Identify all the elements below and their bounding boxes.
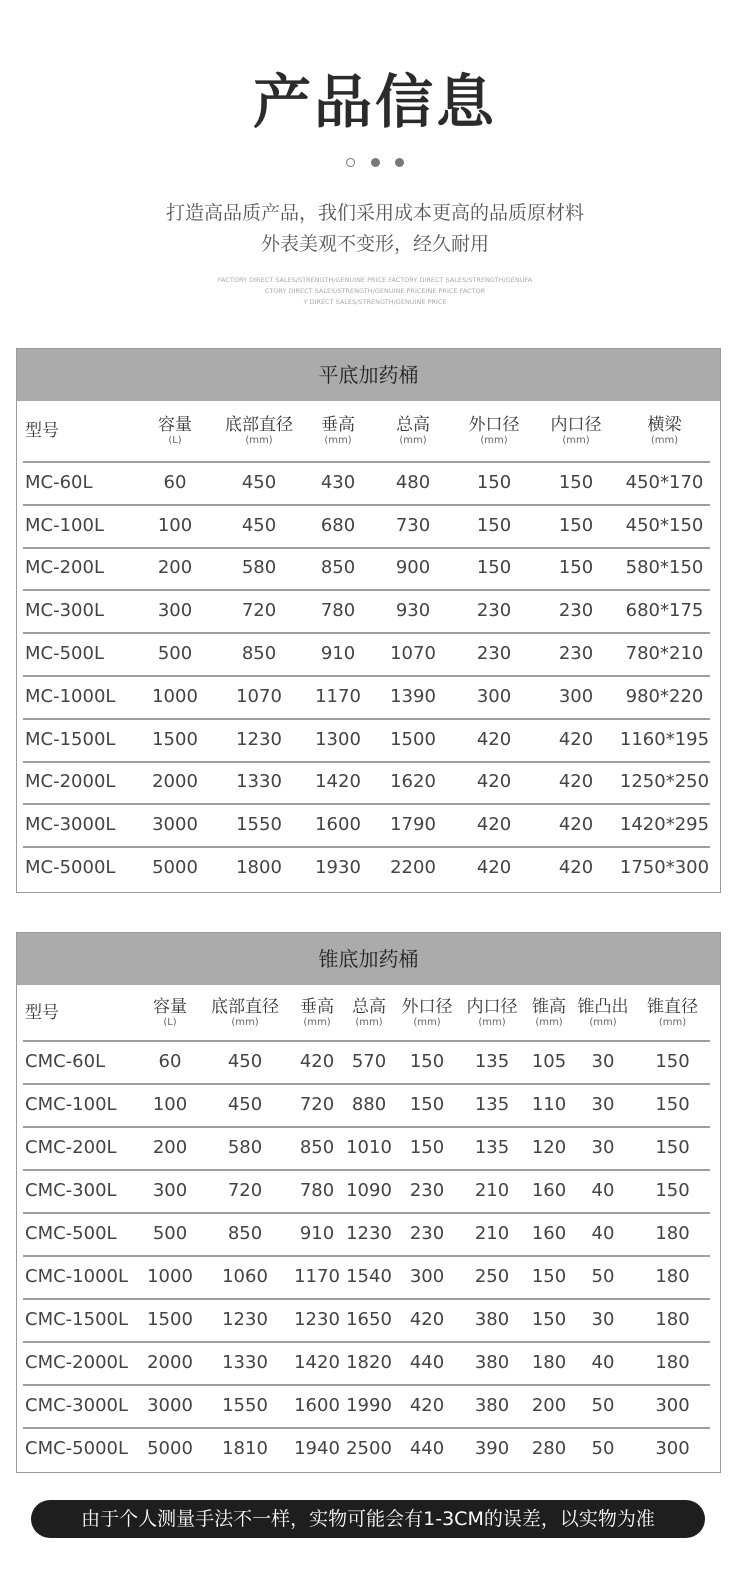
- column-header: [291, 985, 343, 1040]
- value-cell: 1300: [315, 728, 361, 750]
- value-cell: 2000: [147, 1352, 193, 1373]
- table-row: [23, 547, 710, 592]
- value-cell: 1550: [236, 814, 282, 836]
- value-cell: 100: [152, 1094, 188, 1115]
- value-cell: 420: [558, 771, 594, 793]
- value-cell: 1330: [222, 1352, 268, 1373]
- value-cell: 1540: [346, 1266, 392, 1287]
- value-cell: 580: [227, 1137, 263, 1158]
- value-cell: 1600: [315, 814, 361, 836]
- value-cell: 730: [395, 514, 431, 536]
- value-cell: 135: [474, 1094, 510, 1115]
- model-cell: MC-3000L: [25, 814, 116, 836]
- value-cell: 150: [655, 1094, 690, 1115]
- model-cell: MC-100L: [25, 514, 104, 536]
- value-cell: 850: [299, 1137, 335, 1158]
- value-cell: 1000: [152, 685, 198, 707]
- value-cell: 40: [591, 1180, 615, 1201]
- column-header: [535, 401, 617, 461]
- value-cell: 210: [474, 1223, 510, 1244]
- value-cell: 1550: [222, 1395, 268, 1416]
- value-cell: 380: [474, 1352, 510, 1373]
- value-cell: 150: [655, 1051, 690, 1072]
- column-header-label: 型号: [25, 1002, 59, 1023]
- fine-print-line-1: FACTORY DIRECT SALES/STRENGTH/GENUINE PRICE FACTORY DIRECT SALES/STRENGTH/GENUFA: [217, 276, 533, 284]
- column-header: [453, 401, 535, 461]
- model-cell: CMC-3000L: [25, 1395, 128, 1416]
- column-header: [617, 401, 712, 461]
- value-cell: 390: [474, 1438, 510, 1459]
- value-cell: 3000: [147, 1395, 193, 1416]
- value-cell: 1990: [346, 1395, 392, 1416]
- value-cell: 1070: [236, 685, 282, 707]
- value-cell: 420: [476, 728, 512, 750]
- value-cell: 1070: [390, 643, 436, 665]
- value-cell: 40: [591, 1352, 615, 1373]
- table-row: [23, 1083, 710, 1128]
- value-cell: 30: [591, 1094, 615, 1115]
- column-header-unit: (mm): [245, 435, 273, 446]
- value-cell: 150: [409, 1051, 445, 1072]
- column-header-unit: (mm): [589, 1016, 617, 1028]
- value-cell: 280: [531, 1438, 567, 1459]
- value-cell: 380: [474, 1309, 510, 1330]
- column-header-label: 型号: [25, 421, 59, 441]
- value-cell: 60: [158, 1051, 182, 1072]
- column-header-unit: (mm): [303, 1016, 331, 1028]
- value-cell: 1820: [346, 1352, 392, 1373]
- value-cell: 430: [320, 471, 356, 493]
- value-cell: 910: [320, 643, 356, 665]
- value-cell: 1160*195: [619, 728, 710, 750]
- value-cell: 1090: [346, 1180, 392, 1201]
- value-cell: 1500: [147, 1309, 193, 1330]
- value-cell: 1330: [236, 771, 282, 793]
- value-cell: 580*150: [625, 557, 704, 579]
- column-header-unit: (L): [163, 1016, 177, 1028]
- value-cell: 1230: [346, 1223, 392, 1244]
- value-cell: 30: [591, 1309, 615, 1330]
- value-cell: 180: [655, 1309, 690, 1330]
- model-cell: MC-2000L: [25, 771, 116, 793]
- table-row: [23, 1255, 710, 1300]
- value-cell: 900: [395, 557, 431, 579]
- value-cell: 1060: [222, 1266, 268, 1287]
- tagline-line-1: 打造高品质产品，我们采用成本更高的品质原材料: [165, 202, 584, 224]
- value-cell: 720: [227, 1180, 263, 1201]
- value-cell: 180: [655, 1352, 690, 1373]
- value-cell: 230: [409, 1180, 445, 1201]
- column-header-label: 锥高: [532, 996, 566, 1017]
- column-header-label: 垂高: [321, 415, 355, 435]
- value-cell: 150: [476, 471, 512, 493]
- value-cell: 420: [558, 857, 594, 879]
- value-cell: 420: [476, 814, 512, 836]
- value-cell: 105: [531, 1051, 567, 1072]
- value-cell: 450: [241, 514, 277, 536]
- value-cell: 450*170: [625, 471, 704, 493]
- value-cell: 150: [476, 514, 512, 536]
- table-row: [23, 1427, 710, 1470]
- value-cell: 50: [591, 1395, 615, 1416]
- column-header-unit: (mm): [480, 435, 508, 446]
- value-cell: 200: [531, 1395, 567, 1416]
- model-cell: CMC-300L: [25, 1180, 117, 1201]
- value-cell: 420: [558, 728, 594, 750]
- column-header-label: 锥直径: [647, 996, 698, 1017]
- value-cell: 980*220: [625, 685, 704, 707]
- flat-table-title: 平底加药桶: [17, 349, 720, 401]
- column-header-unit: (mm): [535, 1016, 563, 1028]
- value-cell: 135: [474, 1051, 510, 1072]
- value-cell: 200: [152, 1137, 188, 1158]
- column-header: [373, 401, 453, 461]
- value-cell: 480: [395, 471, 431, 493]
- value-cell: 160: [531, 1223, 567, 1244]
- value-cell: 1010: [346, 1137, 392, 1158]
- value-cell: 570: [351, 1051, 387, 1072]
- value-cell: 930: [395, 600, 431, 622]
- cone-table-title: 锥底加药桶: [17, 933, 720, 985]
- value-cell: 300: [558, 685, 594, 707]
- value-cell: 850: [241, 643, 277, 665]
- column-header-unit: (mm): [324, 435, 352, 446]
- value-cell: 880: [351, 1094, 387, 1115]
- value-cell: 1500: [152, 728, 198, 750]
- column-header-label: 底部直径: [225, 415, 293, 435]
- dot-icon: [346, 158, 355, 167]
- value-cell: 1420: [294, 1352, 340, 1373]
- model-cell: CMC-100L: [25, 1094, 117, 1115]
- value-cell: 500: [157, 643, 193, 665]
- value-cell: 1170: [294, 1266, 340, 1287]
- column-header: [215, 401, 303, 461]
- value-cell: 1250*250: [619, 771, 710, 793]
- column-header: [343, 985, 395, 1040]
- value-cell: 150: [655, 1180, 690, 1201]
- model-cell: CMC-1500L: [25, 1309, 128, 1330]
- value-cell: 1620: [390, 771, 436, 793]
- value-cell: 150: [476, 557, 512, 579]
- value-cell: 420: [476, 771, 512, 793]
- column-header-label: 垂高: [300, 996, 334, 1017]
- model-cell: MC-300L: [25, 600, 104, 622]
- value-cell: 120: [531, 1137, 567, 1158]
- value-cell: 150: [531, 1266, 567, 1287]
- value-cell: 780*210: [625, 643, 704, 665]
- table-row: [23, 632, 710, 677]
- value-cell: 40: [591, 1223, 615, 1244]
- column-header: [199, 985, 291, 1040]
- page-title: 产品信息: [252, 68, 497, 136]
- table-row: [23, 846, 710, 889]
- section-dots: [0, 152, 750, 171]
- value-cell: 3000: [152, 814, 198, 836]
- value-cell: 300: [157, 600, 193, 622]
- value-cell: 1750*300: [619, 857, 710, 879]
- column-header-label: 横梁: [647, 415, 682, 435]
- column-header-unit: (mm): [355, 1016, 383, 1028]
- value-cell: 780: [299, 1180, 335, 1201]
- column-header: [25, 985, 141, 1040]
- column-header-unit: (mm): [231, 1016, 259, 1028]
- table-header-row: [23, 401, 710, 463]
- table-row: [23, 589, 710, 634]
- value-cell: 230: [476, 600, 512, 622]
- value-cell: 250: [474, 1266, 510, 1287]
- value-cell: 420: [409, 1395, 445, 1416]
- value-cell: 150: [558, 514, 594, 536]
- column-header: [141, 985, 199, 1040]
- table-row: [23, 1298, 710, 1343]
- column-header-unit: (mm): [650, 435, 679, 446]
- model-cell: MC-500L: [25, 643, 104, 665]
- column-header-label: 总高: [396, 415, 430, 435]
- column-header-label: 容量: [153, 996, 187, 1017]
- value-cell: 150: [558, 471, 594, 493]
- value-cell: 1790: [390, 814, 436, 836]
- table-row: [23, 461, 710, 506]
- value-cell: 50: [591, 1438, 615, 1459]
- value-cell: 1230: [236, 728, 282, 750]
- value-cell: 1420*295: [619, 814, 710, 836]
- value-cell: 180: [655, 1223, 690, 1244]
- value-cell: 1600: [294, 1395, 340, 1416]
- value-cell: 450: [227, 1051, 263, 1072]
- model-cell: MC-200L: [25, 557, 104, 579]
- value-cell: 1940: [294, 1438, 340, 1459]
- value-cell: 160: [531, 1180, 567, 1201]
- value-cell: 910: [299, 1223, 335, 1244]
- column-header-unit: (mm): [399, 435, 427, 446]
- value-cell: 60: [163, 471, 187, 493]
- value-cell: 2500: [346, 1438, 392, 1459]
- value-cell: 100: [157, 514, 193, 536]
- column-header-unit: (L): [168, 435, 182, 446]
- value-cell: 1810: [222, 1438, 268, 1459]
- column-header-label: 外口径: [401, 996, 453, 1017]
- model-cell: CMC-1000L: [25, 1266, 128, 1287]
- value-cell: 1650: [346, 1309, 392, 1330]
- value-cell: 150: [558, 557, 594, 579]
- value-cell: 380: [474, 1395, 510, 1416]
- value-cell: 420: [299, 1051, 335, 1072]
- value-cell: 5000: [152, 857, 198, 879]
- column-header-unit: (mm): [413, 1016, 441, 1028]
- cone-bottom-table: [16, 932, 721, 1473]
- column-header-unit: (mm): [658, 1016, 687, 1028]
- flat-bottom-table: [16, 348, 721, 893]
- value-cell: 150: [409, 1094, 445, 1115]
- value-cell: 1800: [236, 857, 282, 879]
- model-cell: CMC-500L: [25, 1223, 117, 1244]
- column-header-label: 内口径: [466, 996, 518, 1017]
- value-cell: 1500: [390, 728, 436, 750]
- fine-print-line-2: CTORY DIRECT SALES/STRENGTH/GENUINE PRICEINE PRICE FACTOR: [264, 287, 486, 295]
- column-header-label: 锥凸出: [577, 996, 629, 1017]
- value-cell: 1420: [315, 771, 361, 793]
- model-cell: MC-5000L: [25, 857, 116, 879]
- value-cell: 180: [531, 1352, 567, 1373]
- model-cell: MC-60L: [25, 471, 93, 493]
- value-cell: 200: [157, 557, 193, 579]
- column-header: [573, 985, 633, 1040]
- value-cell: 450: [227, 1094, 263, 1115]
- column-header: [303, 401, 373, 461]
- column-header-label: 总高: [352, 996, 386, 1017]
- value-cell: 230: [409, 1223, 445, 1244]
- value-cell: 720: [241, 600, 277, 622]
- column-header-label: 内口径: [550, 415, 602, 435]
- column-header-label: 底部直径: [211, 996, 279, 1017]
- table-row: [23, 803, 710, 848]
- table-row: [23, 1212, 710, 1257]
- table-row: [23, 675, 710, 720]
- table-header-row: [23, 985, 710, 1042]
- table-row: [23, 1384, 710, 1429]
- value-cell: 1170: [315, 685, 361, 707]
- value-cell: 1230: [222, 1309, 268, 1330]
- value-cell: 150: [531, 1309, 567, 1330]
- value-cell: 2200: [390, 857, 436, 879]
- value-cell: 150: [655, 1137, 690, 1158]
- value-cell: 135: [474, 1137, 510, 1158]
- value-cell: 720: [299, 1094, 335, 1115]
- value-cell: 850: [227, 1223, 263, 1244]
- value-cell: 300: [476, 685, 512, 707]
- value-cell: 420: [558, 814, 594, 836]
- value-cell: 420: [409, 1309, 445, 1330]
- column-header: [25, 401, 135, 461]
- column-header: [633, 985, 712, 1040]
- value-cell: 440: [409, 1438, 445, 1459]
- column-header: [395, 985, 459, 1040]
- column-header-unit: (mm): [562, 435, 590, 446]
- value-cell: 1930: [315, 857, 361, 879]
- value-cell: 5000: [147, 1438, 193, 1459]
- value-cell: 680: [320, 514, 356, 536]
- value-cell: 1390: [390, 685, 436, 707]
- model-cell: CMC-5000L: [25, 1438, 128, 1459]
- column-header: [135, 401, 215, 461]
- value-cell: 210: [474, 1180, 510, 1201]
- value-cell: 850: [320, 557, 356, 579]
- value-cell: 230: [476, 643, 512, 665]
- column-header-label: 容量: [158, 415, 192, 435]
- value-cell: 50: [591, 1266, 615, 1287]
- value-cell: 2000: [152, 771, 198, 793]
- dot-icon: [395, 158, 404, 167]
- model-cell: CMC-2000L: [25, 1352, 128, 1373]
- value-cell: 1230: [294, 1309, 340, 1330]
- value-cell: 300: [152, 1180, 188, 1201]
- value-cell: 230: [558, 643, 594, 665]
- value-cell: 580: [241, 557, 277, 579]
- value-cell: 1000: [147, 1266, 193, 1287]
- value-cell: 440: [409, 1352, 445, 1373]
- table-row: [23, 718, 710, 763]
- model-cell: MC-1000L: [25, 685, 116, 707]
- fine-print-line-3: Y DIRECT SALES/STRENGTH/GENUINE PRICE: [303, 298, 447, 306]
- table-row: [23, 1126, 710, 1171]
- value-cell: 300: [409, 1266, 445, 1287]
- value-cell: 150: [409, 1137, 445, 1158]
- model-cell: CMC-60L: [25, 1051, 106, 1072]
- value-cell: 420: [476, 857, 512, 879]
- value-cell: 230: [558, 600, 594, 622]
- value-cell: 450*150: [625, 514, 704, 536]
- value-cell: 500: [152, 1223, 188, 1244]
- value-cell: 450: [241, 471, 277, 493]
- value-cell: 30: [591, 1051, 615, 1072]
- table-row: [23, 1341, 710, 1386]
- model-cell: CMC-200L: [25, 1137, 117, 1158]
- value-cell: 680*175: [625, 600, 704, 622]
- tagline-line-2: 外表美观不变形，经久耐用: [260, 233, 489, 255]
- value-cell: 110: [531, 1094, 567, 1115]
- value-cell: 180: [655, 1266, 690, 1287]
- table-row: [23, 1040, 710, 1085]
- table-row: [23, 761, 710, 806]
- column-header-label: 外口径: [468, 415, 520, 435]
- column-header: [525, 985, 573, 1040]
- measurement-note: 由于个人测量手法不一样，实物可能会有1-3CM的误差，以实物为准: [31, 1500, 705, 1538]
- table-row: [23, 1169, 710, 1214]
- value-cell: 30: [591, 1137, 615, 1158]
- column-header: [459, 985, 525, 1040]
- dot-icon: [371, 158, 380, 167]
- model-cell: MC-1500L: [25, 728, 116, 750]
- table-row: [23, 504, 710, 549]
- value-cell: 300: [655, 1395, 690, 1416]
- value-cell: 780: [320, 600, 356, 622]
- column-header-unit: (mm): [478, 1016, 506, 1028]
- value-cell: 300: [655, 1438, 690, 1459]
